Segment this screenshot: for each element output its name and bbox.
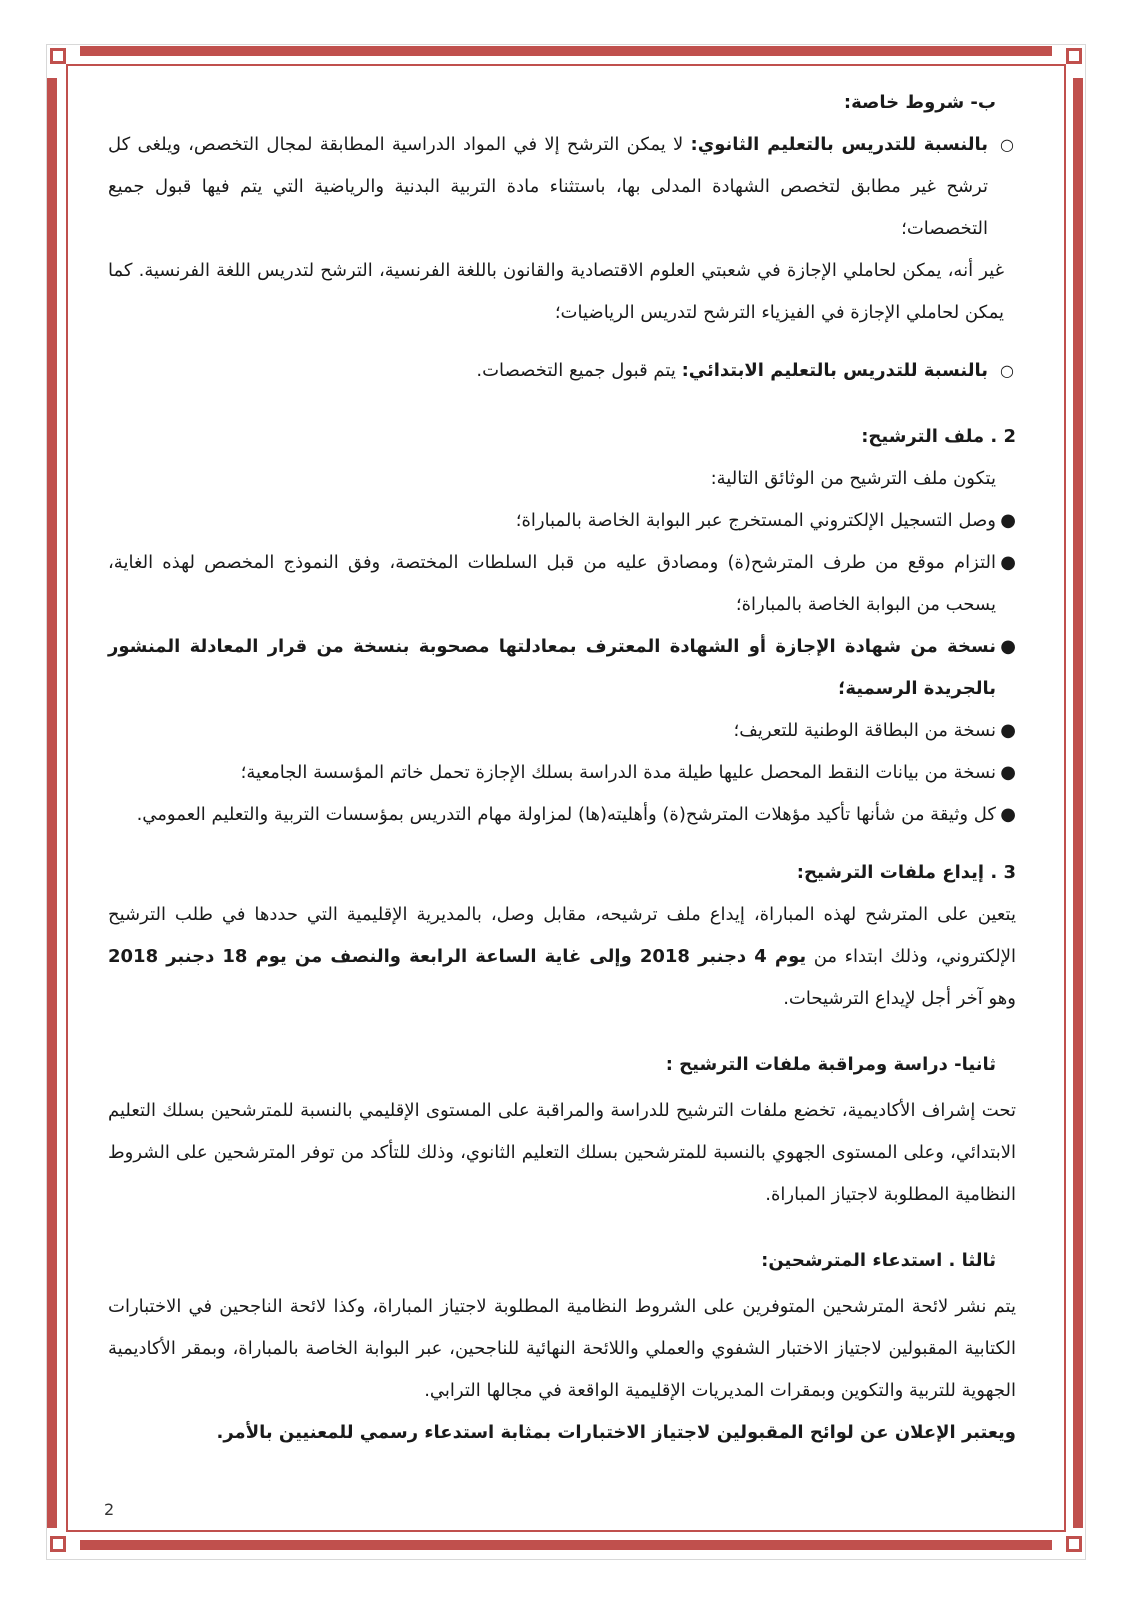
frame-corner xyxy=(50,1536,66,1552)
frame-corner xyxy=(1066,48,1082,64)
primary-label: بالنسبة للتدريس بالتعليم الابتدائي: xyxy=(681,360,988,381)
documents-list xyxy=(108,500,1016,836)
section-2-heading: 2 . ملف الترشيح: xyxy=(861,426,1016,447)
frame-inner-line-top xyxy=(66,64,1066,66)
primary-condition xyxy=(108,350,1016,392)
section-3-paragraph: يتعين على المترشح لهذه المباراة، إيداع ملف ترشيحه، مقابل وصل، بالمديرية الإقليمية التي حددها في طلب الترشيح الإلكتروني، وذلك ابتداء من يوم 4 دجنبر 2018 وإلى غاية الساعة الرابعة والنصف من يوم 18 دجنبر 2018 وهو آخر أجل لإيداع الترشيحات. xyxy=(108,904,1016,1009)
section-third-heading: ثالثا . استدعاء المترشحين: xyxy=(761,1250,996,1271)
frame-inner-line-bottom xyxy=(66,1530,1066,1532)
secondary-condition xyxy=(108,124,1016,250)
primary-text: يتم قبول جميع التخصصات. xyxy=(476,360,682,381)
secondary-label: بالنسبة للتدريس بالتعليم الثانوي: xyxy=(690,134,988,155)
bullet-icon: ● xyxy=(1000,762,1016,783)
section-second-paragraph: تحت إشراف الأكاديمية، تخضع ملفات الترشيح للدراسة والمراقبة على المستوى الإقليمي بالنسبة للمترشحين بسلك التعليم الابتدائي، وعلى المستوى الجهوي بالنسبة للمترشحين بسلك التعليم الثانوي، وذلك للتأكد من توفر المترشحين على الشروط النظامية المطلوبة لاجتياز المباراة. xyxy=(108,1100,1016,1205)
frame-border-left xyxy=(47,78,57,1528)
section-3-heading: 3 . إيداع ملفات الترشيح: xyxy=(796,862,1016,883)
section-second-heading: ثانيا- دراسة ومراقبة ملفات الترشيح : xyxy=(665,1054,996,1075)
list-item: ● وصل التسجيل الإلكتروني المستخرج عبر البوابة الخاصة بالمباراة؛ xyxy=(108,500,1016,542)
page-number: 2 xyxy=(104,1500,115,1519)
exception-paragraph: غير أنه، يمكن لحاملي الإجازة في شعبتي العلوم الاقتصادية والقانون باللغة الفرنسية، الترشح لتدريس اللغة الفرنسية. كما يمكن لحاملي الإجازة في الفيزياء الترشح لتدريس الرياضيات؛ xyxy=(108,260,1004,323)
deadline-dates: يوم 4 دجنبر 2018 وإلى غاية الساعة الرابعة والنصف من يوم 18 دجنبر 2018 xyxy=(108,946,807,967)
secondary-text: لا يمكن الترشح إلا في المواد الدراسية المطابقة لمجال التخصص، ويلغى كل ترشح غير مطابق لتخصص الشهادة المدلى بها، باستثناء مادة التربية البدنية والرياضية التي يتم فيها قبول جميع التخصصات؛ xyxy=(108,134,988,239)
bullet-icon: ● xyxy=(1000,636,1016,657)
circle-bullet-icon: ○ xyxy=(1000,135,1014,154)
frame-border-top xyxy=(80,46,1052,56)
frame-corner xyxy=(1066,1536,1082,1552)
list-item: ● نسخة من البطاقة الوطنية للتعريف؛ xyxy=(108,710,1016,752)
document-body xyxy=(108,82,1016,1454)
bullet-icon: ● xyxy=(1000,804,1016,825)
frame-border-right xyxy=(1073,78,1083,1528)
bullet-icon: ● xyxy=(1000,552,1016,573)
bullet-icon: ● xyxy=(1000,510,1016,531)
section-b-heading: ب- شروط خاصة: xyxy=(843,92,996,113)
section-third-paragraph: يتم نشر لائحة المترشحين المتوفرين على الشروط النظامية المطلوبة لاجتياز المباراة، وكذا لائحة الناجحين في الاختبارات الكتابية المقبولين لاجتياز الاختبار الشفوي والعملي واللائحة النهائية للناجحين، عبر البوابة الخاصة بالمباراة، وبمقر الأكاديمية الجهوية للتربية والتكوين وبمقرات المديريات الإقليمية الواقعة في مجالها الترابي. xyxy=(108,1296,1016,1401)
list-item: ● نسخة من بيانات النقط المحصل عليها طيلة مدة الدراسة بسلك الإجازة تحمل خاتم المؤسسة الجامعية؛ xyxy=(108,752,1016,794)
list-item: ● نسخة من شهادة الإجازة أو الشهادة المعترف بمعادلتها مصحوبة بنسخة من قرار المعادلة المنشور بالجريدة الرسمية؛ xyxy=(108,626,1016,710)
list-item: ● كل وثيقة من شأنها تأكيد مؤهلات المترشح(ة) وأهليته(ها) لمزاولة مهام التدريس بمؤسسات التربية والتعليم العمومي. xyxy=(108,794,1016,836)
frame-border-bottom xyxy=(80,1540,1052,1550)
circle-bullet-icon: ○ xyxy=(1000,361,1014,380)
frame-inner-line-right xyxy=(1064,64,1066,1532)
list-item: ● التزام موقع من طرف المترشح(ة) ومصادق عليه من قبل السلطات المختصة، وفق النموذج المخصص لهذه الغاية، يسحب من البوابة الخاصة بالمباراة؛ xyxy=(108,542,1016,626)
frame-inner-line-left xyxy=(66,64,68,1532)
section-third-closing: ويعتبر الإعلان عن لوائح المقبولين لاجتياز الاختبارات بمثابة استدعاء رسمي للمعنيين بالأمر. xyxy=(216,1422,1016,1443)
section-2-intro: يتكون ملف الترشيح من الوثائق التالية: xyxy=(710,468,996,489)
frame-corner xyxy=(50,48,66,64)
bullet-icon: ● xyxy=(1000,720,1016,741)
